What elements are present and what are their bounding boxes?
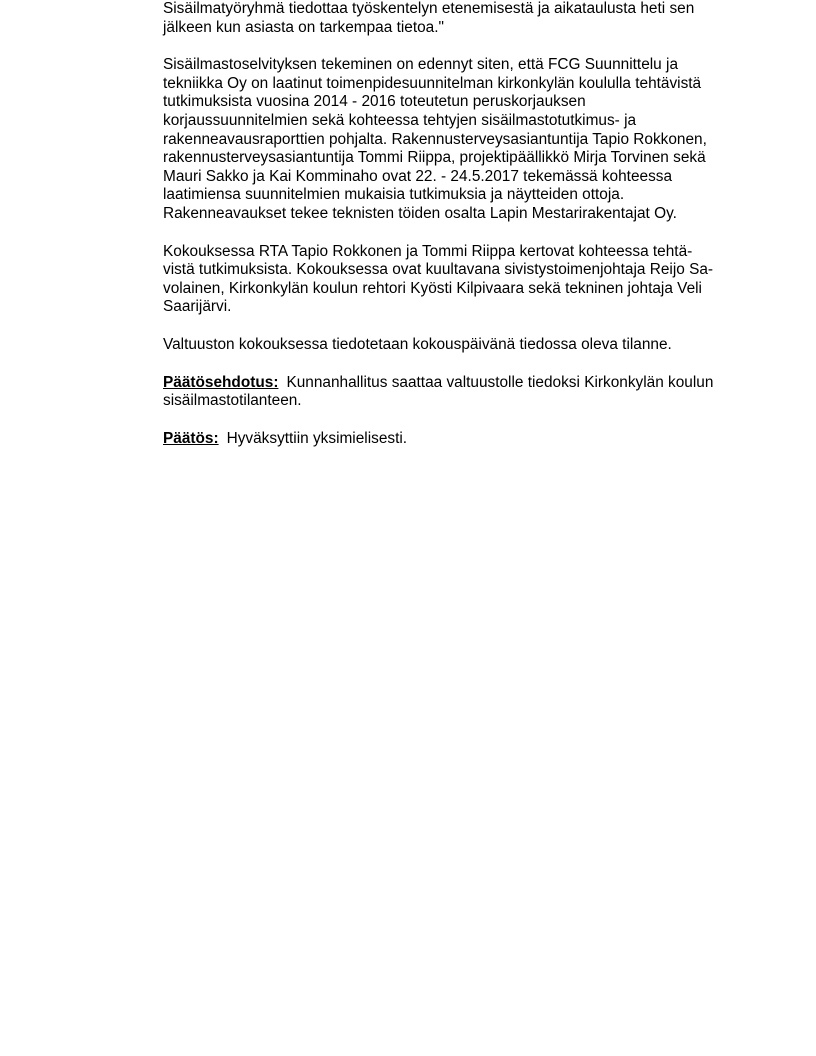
proposal-text: Kunnanhallitus saattaa valtuustolle tiedoksi Kirkonkylän koulun (286, 373, 714, 391)
text-line: Sisäilmastoselvityksen tekeminen on edennyt siten, että FCG Suunnittelu ja (163, 56, 679, 74)
paragraph-investigation (163, 56, 743, 223)
proposal-section (163, 374, 743, 411)
text-line: Kokouksessa RTA Tapio Rokkonen ja Tommi Riippa kertovat kohteessa tehtä- (163, 242, 693, 260)
text-line: Valtuuston kokouksessa tiedotetaan kokouspäivänä tiedossa oleva tilanne. (163, 335, 672, 353)
decision-label: Päätös: (163, 429, 219, 447)
paragraph-intro (163, 0, 743, 37)
text-line: korjaussuunnitelmien sekä kohteessa tehtyjen sisäilmastotutkimus- ja (163, 111, 637, 129)
document-body (163, 0, 743, 467)
text-line: laatimiensa suunnitelmien mukaisia tutkimuksia ja näytteiden ottoja. (163, 186, 625, 204)
proposal-row (163, 374, 743, 393)
decision-row (163, 430, 743, 449)
decision-section (163, 430, 743, 449)
text-line: tekniikka Oy on laatinut toimenpidesuunnitelman kirkonkylän koululla tehtävistä (163, 74, 702, 92)
text-line: Mauri Sakko ja Kai Komminaho ovat 22. - 24.5.2017 tekemässä kohteessa (163, 167, 673, 185)
text-line: Sisäilmatyöryhmä tiedottaa työskentelyn etenemisestä ja aikataulusta heti sen (163, 0, 695, 17)
text-line: Rakenneavaukset tekee teknisten töiden osalta Lapin Mestarirakentajat Oy. (163, 204, 677, 222)
text-line: tutkimuksista vuosina 2014 - 2016 toteutetun peruskorjauksen (163, 93, 586, 111)
proposal-text-continued: sisäilmastotilanteen. (163, 392, 302, 410)
text-line: jälkeen kun asiasta on tarkempaa tietoa." (163, 18, 444, 36)
decision-text: Hyväksyttiin yksimielisesti. (226, 429, 408, 447)
text-line: rakenneavausraporttien pohjalta. Rakennusterveysasiantuntija Tapio Rokkonen, (163, 130, 707, 148)
text-line: vistä tutkimuksista. Kokouksessa ovat kuultavana sivistystoimenjohtaja Reijo Sa- (163, 261, 714, 279)
text-line: rakennusterveysasiantuntija Tommi Riippa, projektipäällikkö Mirja Torvinen sekä (163, 149, 706, 167)
paragraph-council (163, 336, 743, 355)
text-line: Saarijärvi. (163, 298, 232, 316)
text-line: volainen, Kirkonkylän koulun rehtori Kyösti Kilpivaara sekä tekninen johtaja Veli (163, 279, 702, 297)
proposal-label: Päätösehdotus: (163, 373, 279, 391)
paragraph-meeting (163, 243, 743, 317)
